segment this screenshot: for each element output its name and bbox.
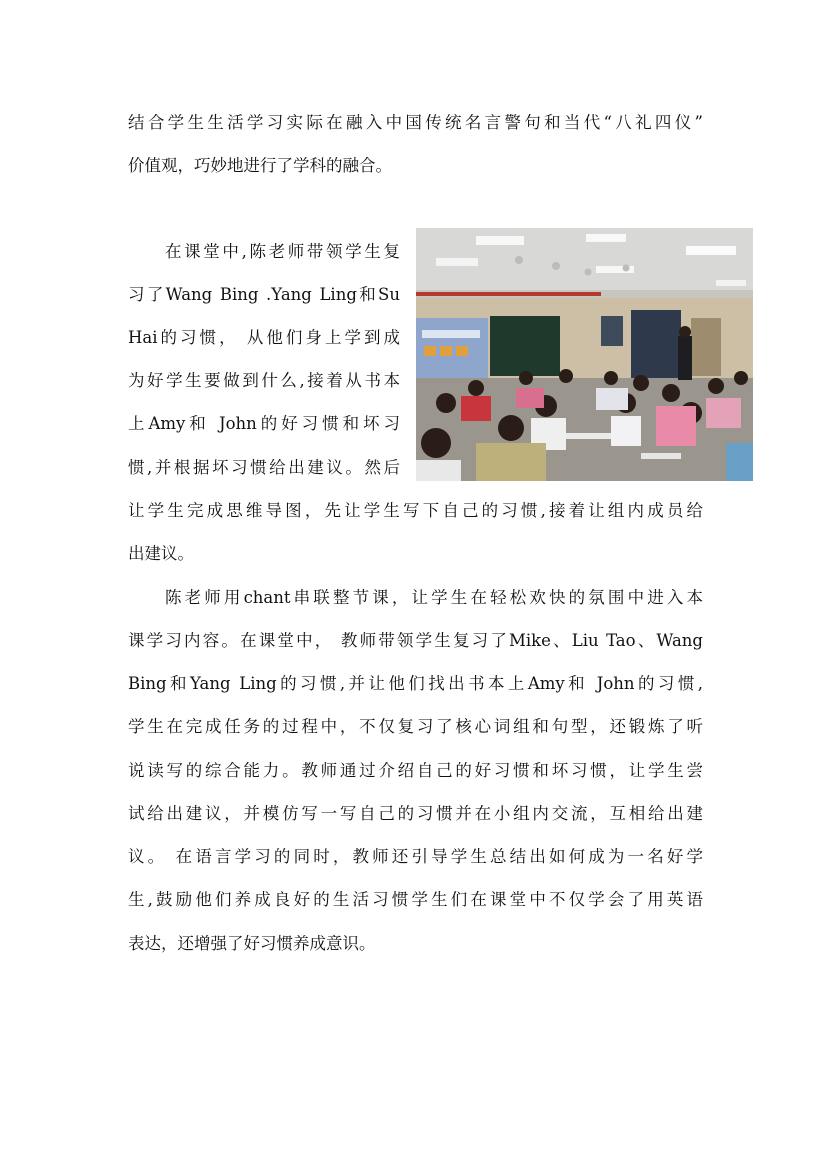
- text-line: 表达，还增强了好习惯养成意识。: [128, 934, 376, 953]
- text-line: 学生在完成任务的过程中，不仅复习了核心词组和句型，还锻炼了听: [128, 717, 703, 736]
- text-line: 价值观，巧妙地进行了学科的融合。: [128, 156, 392, 175]
- text-line: 生,鼓励他们养成良好的生活习惯学生们在课堂中不仅学会了用英语: [128, 890, 703, 909]
- text-line: 出建议。: [128, 544, 194, 563]
- text-line: 说读写的综合能力。教师通过介绍自己的好习惯和坏习惯，让学生尝: [128, 761, 703, 780]
- text-line: 上Amy和 John的好习惯和坏习: [128, 414, 400, 433]
- text-line: 议。 在语言学习的同时，教师还引导学生总结出如何成为一名好学: [128, 847, 703, 866]
- text-line: Hai的习惯， 从他们身上学到成: [128, 328, 400, 347]
- text-line: 结合学生生活学习实际在融入中国传统名言警句和当代“八礼四仪”: [128, 113, 703, 132]
- text-line: 课学习内容。在课堂中， 教师带领学生复习了Mike、Liu Tao、Wang: [128, 631, 703, 650]
- text-line: 让学生完成思维导图，先让学生写下自己的习惯,接着让组内成员给: [128, 501, 703, 520]
- text-line: 在课堂中,陈老师带领学生复: [165, 242, 400, 261]
- text-line: 惯,并根据坏习惯给出建议。然后: [128, 458, 400, 477]
- text-line: Bing和Yang Ling的习惯,并让他们找出书本上Amy和 John的习惯,: [128, 674, 703, 693]
- text-line: 陈老师用chant串联整节课，让学生在轻松欢快的氛围中进入本: [165, 588, 703, 607]
- classroom-photo: [416, 228, 753, 481]
- text-line: 习了Wang Bing .Yang Ling和Su: [128, 285, 400, 304]
- text-line: 试给出建议，并模仿写一写自己的习惯并在小组内交流，互相给出建: [128, 804, 703, 823]
- text-line: 为好学生要做到什么,接着从书本: [128, 371, 400, 390]
